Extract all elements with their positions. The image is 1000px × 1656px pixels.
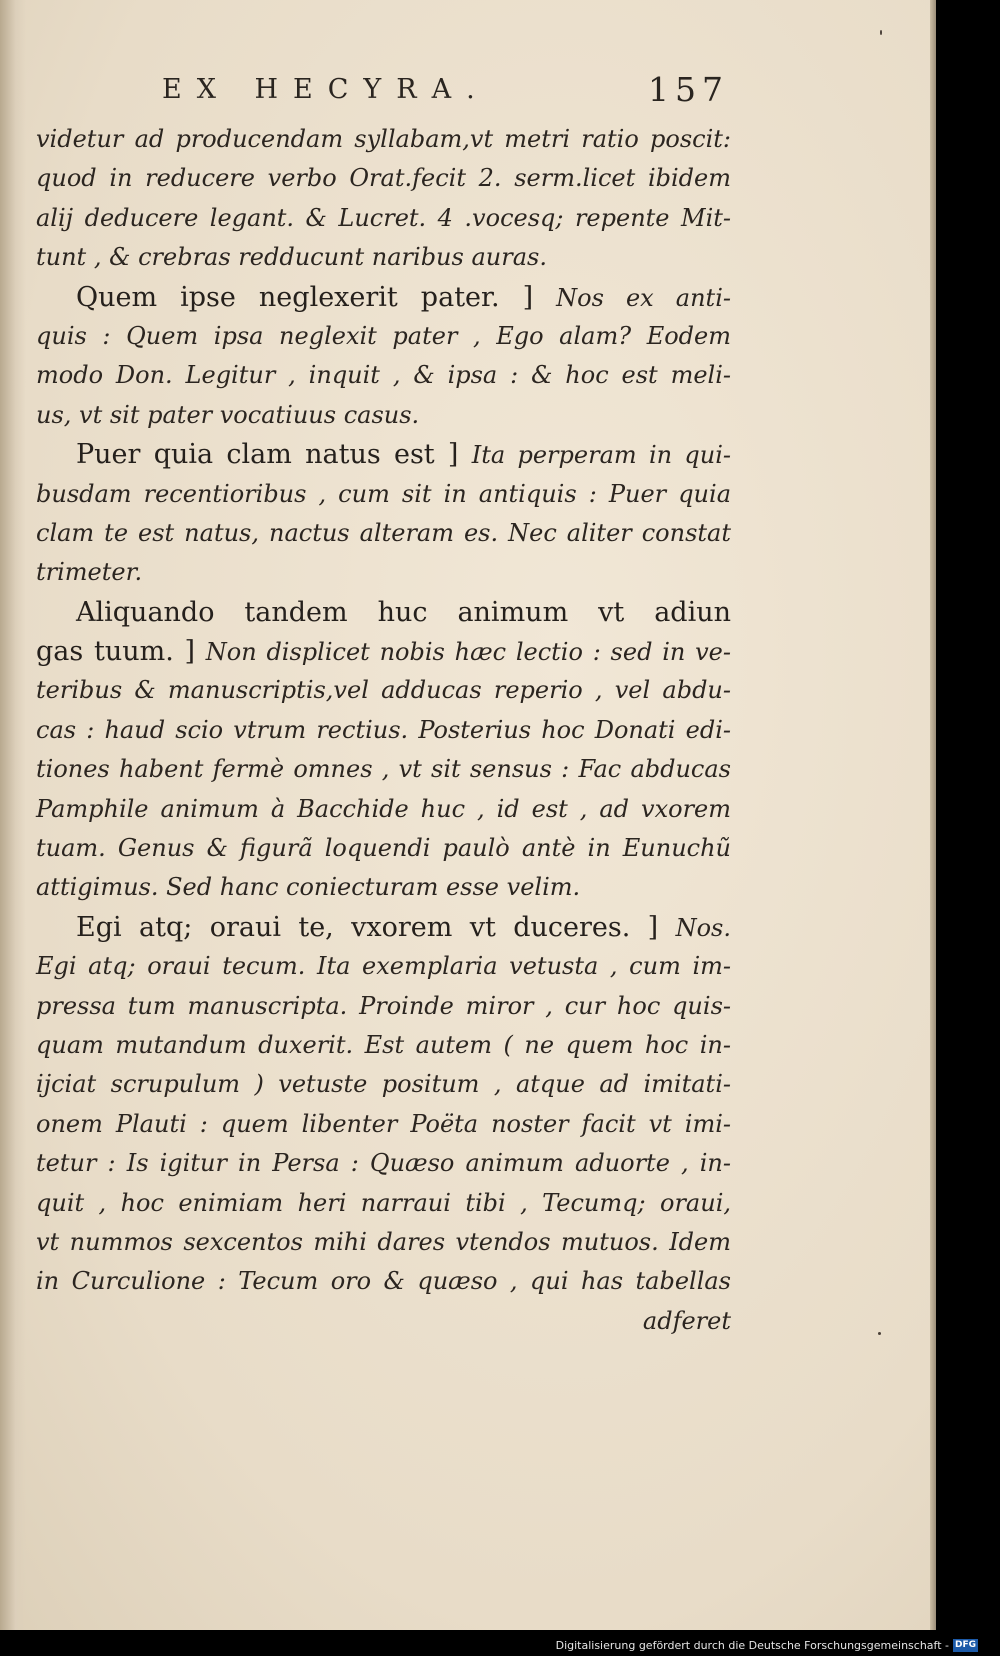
- digitization-credit: [556, 1636, 978, 1654]
- text-line: [36, 278, 731, 317]
- commentary-text-span: videtur ad producendam syllabam,vt metri ratio poscit:: [36, 125, 731, 153]
- text-line: [36, 435, 731, 474]
- commentary-text-span: Nos ex anti-: [556, 283, 731, 312]
- commentary-text-span: quod in reducere verbo Orat.fecit 2. serm.licet ibidem: [36, 164, 731, 193]
- text-line: [36, 1302, 731, 1341]
- commentary-text-span: onem Plauti : quem libenter Poëta noster facit vt imi-: [36, 1109, 731, 1138]
- running-title: EX HECYRA.: [162, 74, 490, 105]
- text-line: [36, 908, 731, 947]
- commentary-text-span: modo Don. Legitur , inquit , & ipsa : & hoc est meli-: [36, 361, 731, 390]
- lemma-text: Egi atq; oraui te, vxorem vt duceres. ]: [76, 911, 676, 943]
- text-line: [36, 868, 731, 907]
- commentary-text-span: teribus & manuscriptis,vel adducas reperio , vel abdu-: [36, 676, 731, 705]
- lemma-text: Quem ipse neglexerit pater. ]: [76, 281, 557, 313]
- text-line: [36, 317, 731, 356]
- lemma-text: Puer quia clam natus est ]: [76, 439, 472, 471]
- commentary-text-span: pressa tum manuscripta. Proinde miror , cur hoc quis-: [36, 991, 731, 1020]
- commentary-text-span: ijciat scrupulum ) vetuste positum , atque ad imitati-: [36, 1070, 731, 1099]
- commentary-text-span: tunt , & crebras redducunt naribus auras.: [36, 243, 547, 272]
- commentary-text-span: Ita perperam in qui-: [471, 441, 731, 470]
- text-line: [36, 396, 731, 435]
- text-line: [36, 750, 731, 789]
- gutter-shadow: [0, 0, 26, 1630]
- page-edge: [930, 0, 936, 1630]
- commentary-text-span: vt nummos sexcentos mihi dares vtendos mutuos. Idem: [36, 1227, 731, 1256]
- lemma-text: Aliquando tandem huc animum vt adiun: [76, 596, 731, 628]
- commentary-text-span: busdam recentioribus , cum sit in antiquis : Puer quia: [36, 479, 731, 508]
- ink-speck: [878, 1332, 881, 1335]
- text-line: [36, 829, 731, 868]
- commentary-text-span: cas : haud scio vtrum rectius. Posterius hoc Donati edi-: [36, 715, 731, 744]
- commentary-text-span: adferet: [642, 1306, 731, 1335]
- text-line: [36, 1026, 731, 1065]
- text-line: [36, 671, 731, 710]
- ink-speck: [880, 30, 882, 35]
- page-number: 157: [648, 70, 729, 109]
- text-line: [36, 1144, 731, 1183]
- commentary-text-span: quis : Quem ipsa neglexit pater , Ego alam? Eodem: [36, 321, 731, 350]
- commentary-text-span: clam te est natus, nactus alteram es. Nec aliter constat: [36, 518, 731, 547]
- commentary-text-span: quam mutandum duxerit. Est autem ( ne quem hoc in-: [36, 1030, 731, 1059]
- text-line: [36, 1105, 731, 1144]
- text-line: [36, 790, 731, 829]
- text-line: [36, 475, 731, 514]
- commentary-text: [36, 120, 731, 1341]
- text-line: [36, 553, 731, 592]
- commentary-text-span: Non displicet nobis hæc lectio : sed in ve-: [205, 638, 731, 667]
- text-line: [36, 1262, 731, 1301]
- text-line: [36, 1184, 731, 1223]
- lemma-text: gas tuum. ]: [36, 636, 206, 668]
- commentary-text-span: alij deducere legant. & Lucret. 4 .vocesq; repente Mit-: [36, 203, 731, 232]
- text-line: [36, 987, 731, 1026]
- text-line: [36, 947, 731, 986]
- text-line: [36, 514, 731, 553]
- commentary-text-span: Egi atq; oraui tecum. Ita exemplaria vetusta , cum im-: [36, 952, 731, 981]
- text-line: [36, 711, 731, 750]
- commentary-text-span: us, vt sit pater vocatiuus casus.: [36, 400, 420, 429]
- page-header: [0, 70, 935, 114]
- text-line: [36, 238, 731, 277]
- text-line: [36, 632, 731, 671]
- commentary-text-span: Nos.: [675, 913, 731, 942]
- text-line: [36, 356, 731, 395]
- dfg-logo: DFG: [954, 1639, 976, 1650]
- credit-text: Digitalisierung gefördert durch die Deutsche Forschungsgemeinschaft -: [555, 1638, 949, 1652]
- text-line: [36, 199, 731, 238]
- commentary-text-span: in Curculione : Tecum oro & quæso , qui has tabellas: [36, 1267, 731, 1296]
- commentary-text-span: tetur : Is igitur in Persa : Quæso animum aduorte , in-: [36, 1149, 731, 1178]
- commentary-text-span: tiones habent fermè omnes , vt sit sensus : Fac abducas: [36, 755, 731, 784]
- text-line: [36, 1223, 731, 1262]
- commentary-text-span: trimeter.: [36, 558, 143, 587]
- text-line: [36, 593, 731, 632]
- text-line: [36, 1065, 731, 1104]
- commentary-text-span: quit , hoc enimiam heri narraui tibi , Tecumq; oraui,: [36, 1188, 731, 1217]
- commentary-text-span: attigimus. Sed hanc coniecturam esse velim.: [36, 873, 581, 902]
- commentary-text-span: tuam. Genus & figurã loquendi paulò antè in Eunuchũ: [36, 834, 731, 863]
- text-line: [36, 120, 731, 159]
- commentary-text-span: Pamphile animum à Bacchide huc , id est , ad vxorem: [36, 794, 731, 823]
- text-line: [36, 159, 731, 198]
